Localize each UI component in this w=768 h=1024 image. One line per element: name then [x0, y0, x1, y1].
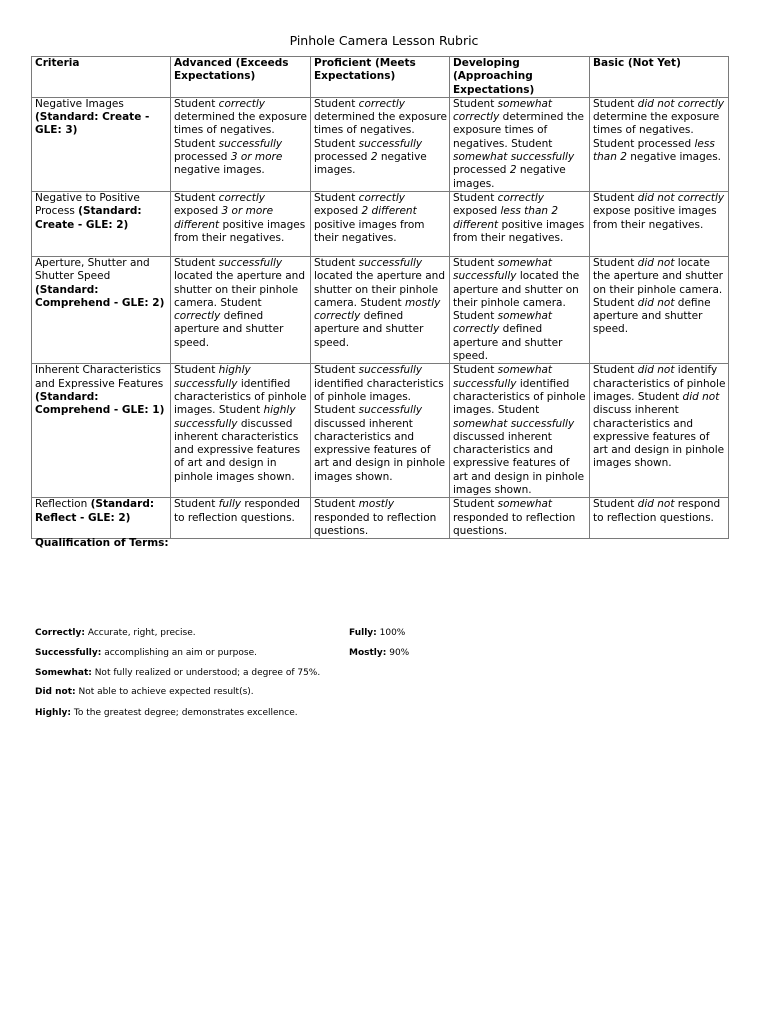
- basic-cell: Student did not respond to reflection questions.: [590, 498, 729, 539]
- advanced-cell: Student correctly determined the exposure times of negatives. Student successfully processed 3 or more negative images.: [171, 97, 311, 191]
- header-row: [32, 57, 729, 98]
- developing-cell: Student somewhat responded to reflection questions.: [450, 498, 590, 539]
- proficient-cell: Student mostly responded to reflection questions.: [311, 498, 450, 539]
- advanced-cell: Student fully responded to reflection questions.: [171, 498, 311, 539]
- table-row: [32, 498, 729, 539]
- table-row: [32, 97, 729, 191]
- term-somewhat: Somewhat: Not fully realized or understood; a degree of 75%.: [35, 668, 321, 678]
- basic-cell: Student did not correctly determine the exposure times of negatives. Student processed less than 2 negative images.: [590, 97, 729, 191]
- proficient-cell: Student successfully located the aperture and shutter on their pinhole camera. Student mostly correctly defined aperture and shutter speed.: [311, 256, 450, 363]
- criteria-cell: Reflection (Standard: Reflect - GLE: 2): [32, 498, 171, 539]
- rubric-table: [31, 56, 729, 539]
- basic-cell: Student did not correctly expose positive images from their negatives.: [590, 191, 729, 256]
- proficient-cell: Student correctly determined the exposure times of negatives. Student successfully processed 2 negative images.: [311, 97, 450, 191]
- developing-cell: Student somewhat successfully located the aperture and shutter on their pinhole camera. Student somewhat correctly defined aperture and shutter speed.: [450, 256, 590, 363]
- developing-cell: Student somewhat correctly determined the exposure times of negatives. Student somewhat successfully processed 2 negative images.: [450, 97, 590, 191]
- term-correctly: Correctly: Accurate, right, precise.: [35, 628, 196, 638]
- term-fully: Fully: 100%: [349, 628, 406, 638]
- criteria-cell: Inherent Characteristics and Expressive Features (Standard: Comprehend - GLE: 1): [32, 364, 171, 498]
- advanced-cell: Student highly successfully identified characteristics of pinhole images. Student highly successfully discussed inherent characteristics and expressive features of art and design in pinhole images shown.: [171, 364, 311, 498]
- basic-cell: Student did not identify characteristics of pinhole images. Student did not discuss inherent characteristics and expressive features of art and design in pinhole images shown.: [590, 364, 729, 498]
- proficient-cell: Student correctly exposed 2 different positive images from their negatives.: [311, 191, 450, 256]
- qualification-title: Qualification of Terms:: [35, 537, 169, 549]
- advanced-cell: Student correctly exposed 3 or more different positive images from their negatives.: [171, 191, 311, 256]
- table-row: [32, 191, 729, 256]
- header-advanced: Advanced (Exceeds Expectations): [171, 57, 311, 98]
- criteria-cell: Negative Images (Standard: Create - GLE: 3): [32, 97, 171, 191]
- basic-cell: Student did not locate the aperture and shutter on their pinhole camera. Student did not define aperture and shutter speed.: [590, 256, 729, 363]
- header-developing: Developing (Approaching Expectations): [450, 57, 590, 98]
- proficient-cell: Student successfully identified characteristics of pinhole images. Student successfully discussed inherent characteristics and expressive features of art and design in pinhole images shown.: [311, 364, 450, 498]
- criteria-cell: Aperture, Shutter and Shutter Speed (Standard: Comprehend - GLE: 2): [32, 256, 171, 363]
- developing-cell: Student correctly exposed less than 2 different positive images from their negatives.: [450, 191, 590, 256]
- table-row: [32, 364, 729, 498]
- advanced-cell: Student successfully located the aperture and shutter on their pinhole camera. Student correctly defined aperture and shutter speed.: [171, 256, 311, 363]
- table-row: [32, 256, 729, 363]
- header-proficient: Proficient (Meets Expectations): [311, 57, 450, 98]
- criteria-cell: Negative to Positive Process (Standard: Create - GLE: 2): [32, 191, 171, 256]
- term-highly: Highly: To the greatest degree; demonstrates excellence.: [35, 708, 298, 718]
- term-did-not: Did not: Not able to achieve expected result(s).: [35, 687, 254, 697]
- developing-cell: Student somewhat successfully identified characteristics of pinhole images. Student somewhat successfully discussed inherent characteristics and expressive features of art and design in pinhole images shown.: [450, 364, 590, 498]
- term-mostly: Mostly: 90%: [349, 648, 410, 658]
- page-title: Pinhole Camera Lesson Rubric: [289, 33, 479, 48]
- header-criteria: Criteria: [32, 57, 171, 98]
- term-successfully: Successfully: accomplishing an aim or purpose.: [35, 648, 257, 658]
- header-basic: Basic (Not Yet): [590, 57, 729, 98]
